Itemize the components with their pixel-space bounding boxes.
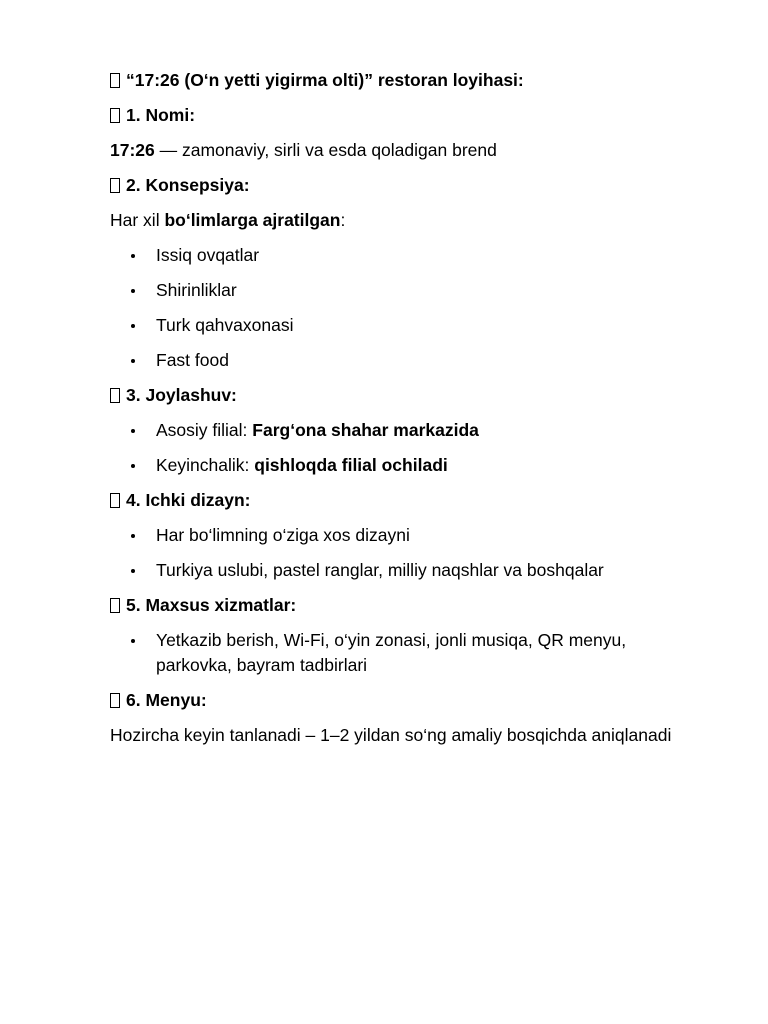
intro-bold-text: bo‘limlarga ajratilgan [164,210,341,230]
intro-tail: : [340,210,346,230]
list-item-bold-text: qishloqda filial ochiladi [254,455,448,475]
brand-description: — zamonaviy, sirli va esda qoladigan brend [154,140,497,160]
list-item [110,418,740,443]
bullet-icon [131,639,135,643]
section-heading-text: 6. Menyu: [126,690,207,710]
section-text-nomi [110,138,740,163]
section-heading-text: 3. Joylashuv: [126,385,237,405]
bullet-icon [131,289,135,293]
missing-glyph-icon [110,388,120,403]
intro-text: Har xil [110,210,165,230]
section-heading-text: 4. Ichki dizayn: [126,490,251,510]
list-item-text: Har bo‘limning o‘ziga xos dizayni [156,525,410,545]
ichki-dizayn-list [110,523,740,583]
bullet-icon [131,534,135,538]
document-page [110,68,740,758]
missing-glyph-icon [110,493,120,508]
document-title [110,68,740,93]
brand-name: 17:26 [110,140,155,160]
list-item-text: Yetkazib berish, Wi-Fi, o‘yin zonasi, jonli musiqa, QR menyu, parkovka, bayram tadbirlari [156,630,627,675]
list-item [110,313,740,338]
bullet-icon [131,254,135,258]
menyu-description: Hozircha keyin tanlanadi – 1–2 yildan so‘ng amaliy bosqichda aniqlanadi [110,725,672,745]
joylashuv-list [110,418,740,478]
section-heading-konsepsiya [110,173,740,198]
list-item [110,523,740,548]
list-item [110,278,740,303]
section-text-menyu [110,723,740,748]
missing-glyph-icon [110,108,120,123]
bullet-icon [131,464,135,468]
list-item-text: Turk qahvaxonasi [156,315,294,335]
list-item [110,453,740,478]
list-item-text: Asosiy filial: [156,420,253,440]
list-item-text: Issiq ovqatlar [156,245,260,265]
konsepsiya-list [110,243,740,373]
bullet-icon [131,359,135,363]
list-item-text: Fast food [156,350,229,370]
bullet-icon [131,324,135,328]
missing-glyph-icon [110,693,120,708]
document-title-text: “17:26 (O‘n yetti yigirma olti)” restoran loyihasi: [126,70,524,90]
section-intro-konsepsiya [110,208,740,233]
list-item [110,348,740,373]
bullet-icon [131,569,135,573]
section-heading-text: 2. Konsepsiya: [126,175,250,195]
list-item-text: Shirinliklar [156,280,237,300]
section-heading-ichki-dizayn [110,488,740,513]
section-heading-nomi [110,103,740,128]
missing-glyph-icon [110,73,120,88]
missing-glyph-icon [110,178,120,193]
section-heading-maxsus-xizmatlar [110,593,740,618]
bullet-icon [131,429,135,433]
list-item [110,628,676,678]
section-heading-text: 5. Maxsus xizmatlar: [126,595,297,615]
missing-glyph-icon [110,598,120,613]
list-item-text: Turkiya uslubi, pastel ranglar, milliy naqshlar va boshqalar [156,560,604,580]
section-heading-menyu [110,688,740,713]
list-item [110,243,740,268]
section-heading-joylashuv [110,383,740,408]
list-item [110,558,740,583]
maxsus-xizmatlar-list [110,628,740,678]
list-item-bold-text: Farg‘ona shahar markazida [252,420,479,440]
list-item-text: Keyinchalik: [156,455,255,475]
section-heading-text: 1. Nomi: [126,105,196,125]
